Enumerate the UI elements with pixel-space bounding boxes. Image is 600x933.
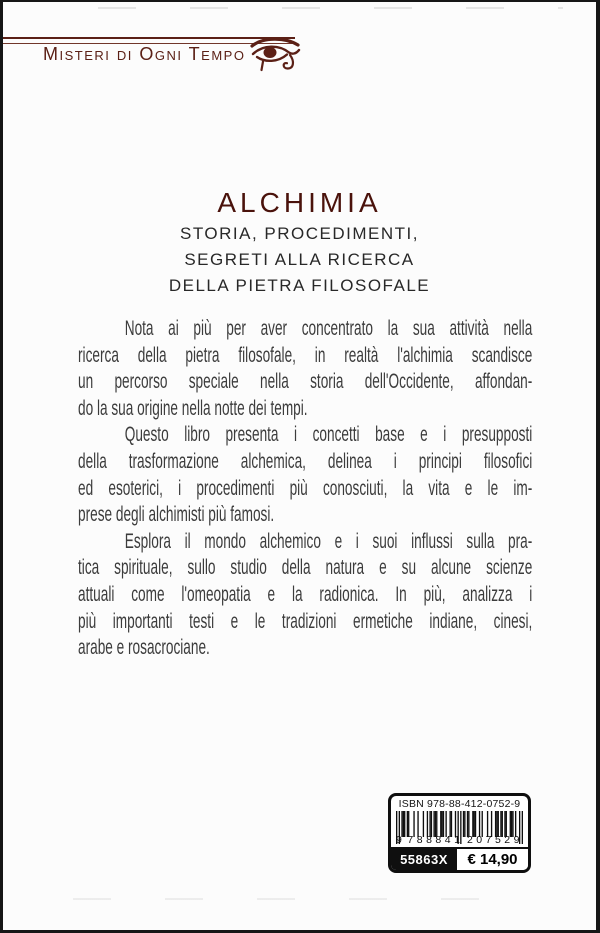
eye-of-horus-icon	[249, 35, 301, 73]
subtitle-line: STORIA, PROCEDIMENTI,	[180, 224, 419, 243]
body-line: attuali come l'omeopatia e la radionica. In più, analizza i	[78, 582, 533, 606]
book-title: ALCHIMIA	[217, 187, 382, 218]
body-line: prese degli alchimisti più famosi.	[78, 503, 275, 527]
price-row	[391, 847, 528, 870]
body-line: della trasformazione alchemica, delinea i principi filosofici	[78, 449, 533, 473]
paragraph	[78, 316, 532, 422]
subtitle-line: DELLA PIETRA FILOSOFALE	[168, 276, 431, 295]
body-line: Nota ai più per aver concentrato la sua attività nella	[124, 317, 533, 340]
barcode-digits-left: 788841	[407, 834, 464, 846]
scan-artifact	[73, 898, 503, 900]
paragraph	[78, 422, 532, 528]
body-line: ed esoterici, i procedimenti più conosciuti, la vita e le im-	[78, 476, 533, 500]
isbn-label: ISBN 978-88-412-0752-9	[398, 798, 521, 810]
scan-artifact	[98, 7, 563, 9]
series-title: Misteri di Ogni Tempo	[43, 44, 246, 64]
title-block	[3, 188, 596, 299]
price: € 14,90	[457, 849, 528, 870]
barcode-digits-right: 207529	[466, 834, 523, 846]
body-line: arabe e rosacrociane.	[78, 636, 210, 660]
subtitle-line: SEGRETI ALLA RICERCA	[184, 250, 415, 269]
body-line: ricerca della pietra filosofale, in realtà l'alchimia scandisce	[78, 343, 533, 367]
body-line: do la sua origine nella notte dei tempi.	[78, 396, 308, 420]
barcode-digit-first: 9	[396, 834, 402, 846]
book-subtitle	[3, 221, 596, 299]
body-line: tica spirituale, sullo studio della natura e su alcune scienze	[78, 556, 533, 580]
body-line: Esplora il mondo alchemico e i suoi influssi sulla pra-	[124, 529, 533, 553]
barcode-digits	[396, 835, 523, 846]
barcode-label	[388, 793, 531, 873]
body-line: un percorso speciale nella storia dell'Occidente, affondan-	[78, 370, 533, 394]
back-cover-blurb	[78, 316, 532, 662]
paragraph	[78, 529, 532, 662]
body-line: più importanti testi e le tradizioni ermetiche indiane, cinesi,	[78, 609, 533, 633]
body-line: Questo libro presenta i concetti base e i presupposti	[124, 423, 533, 447]
product-code: 55863X	[391, 849, 457, 870]
